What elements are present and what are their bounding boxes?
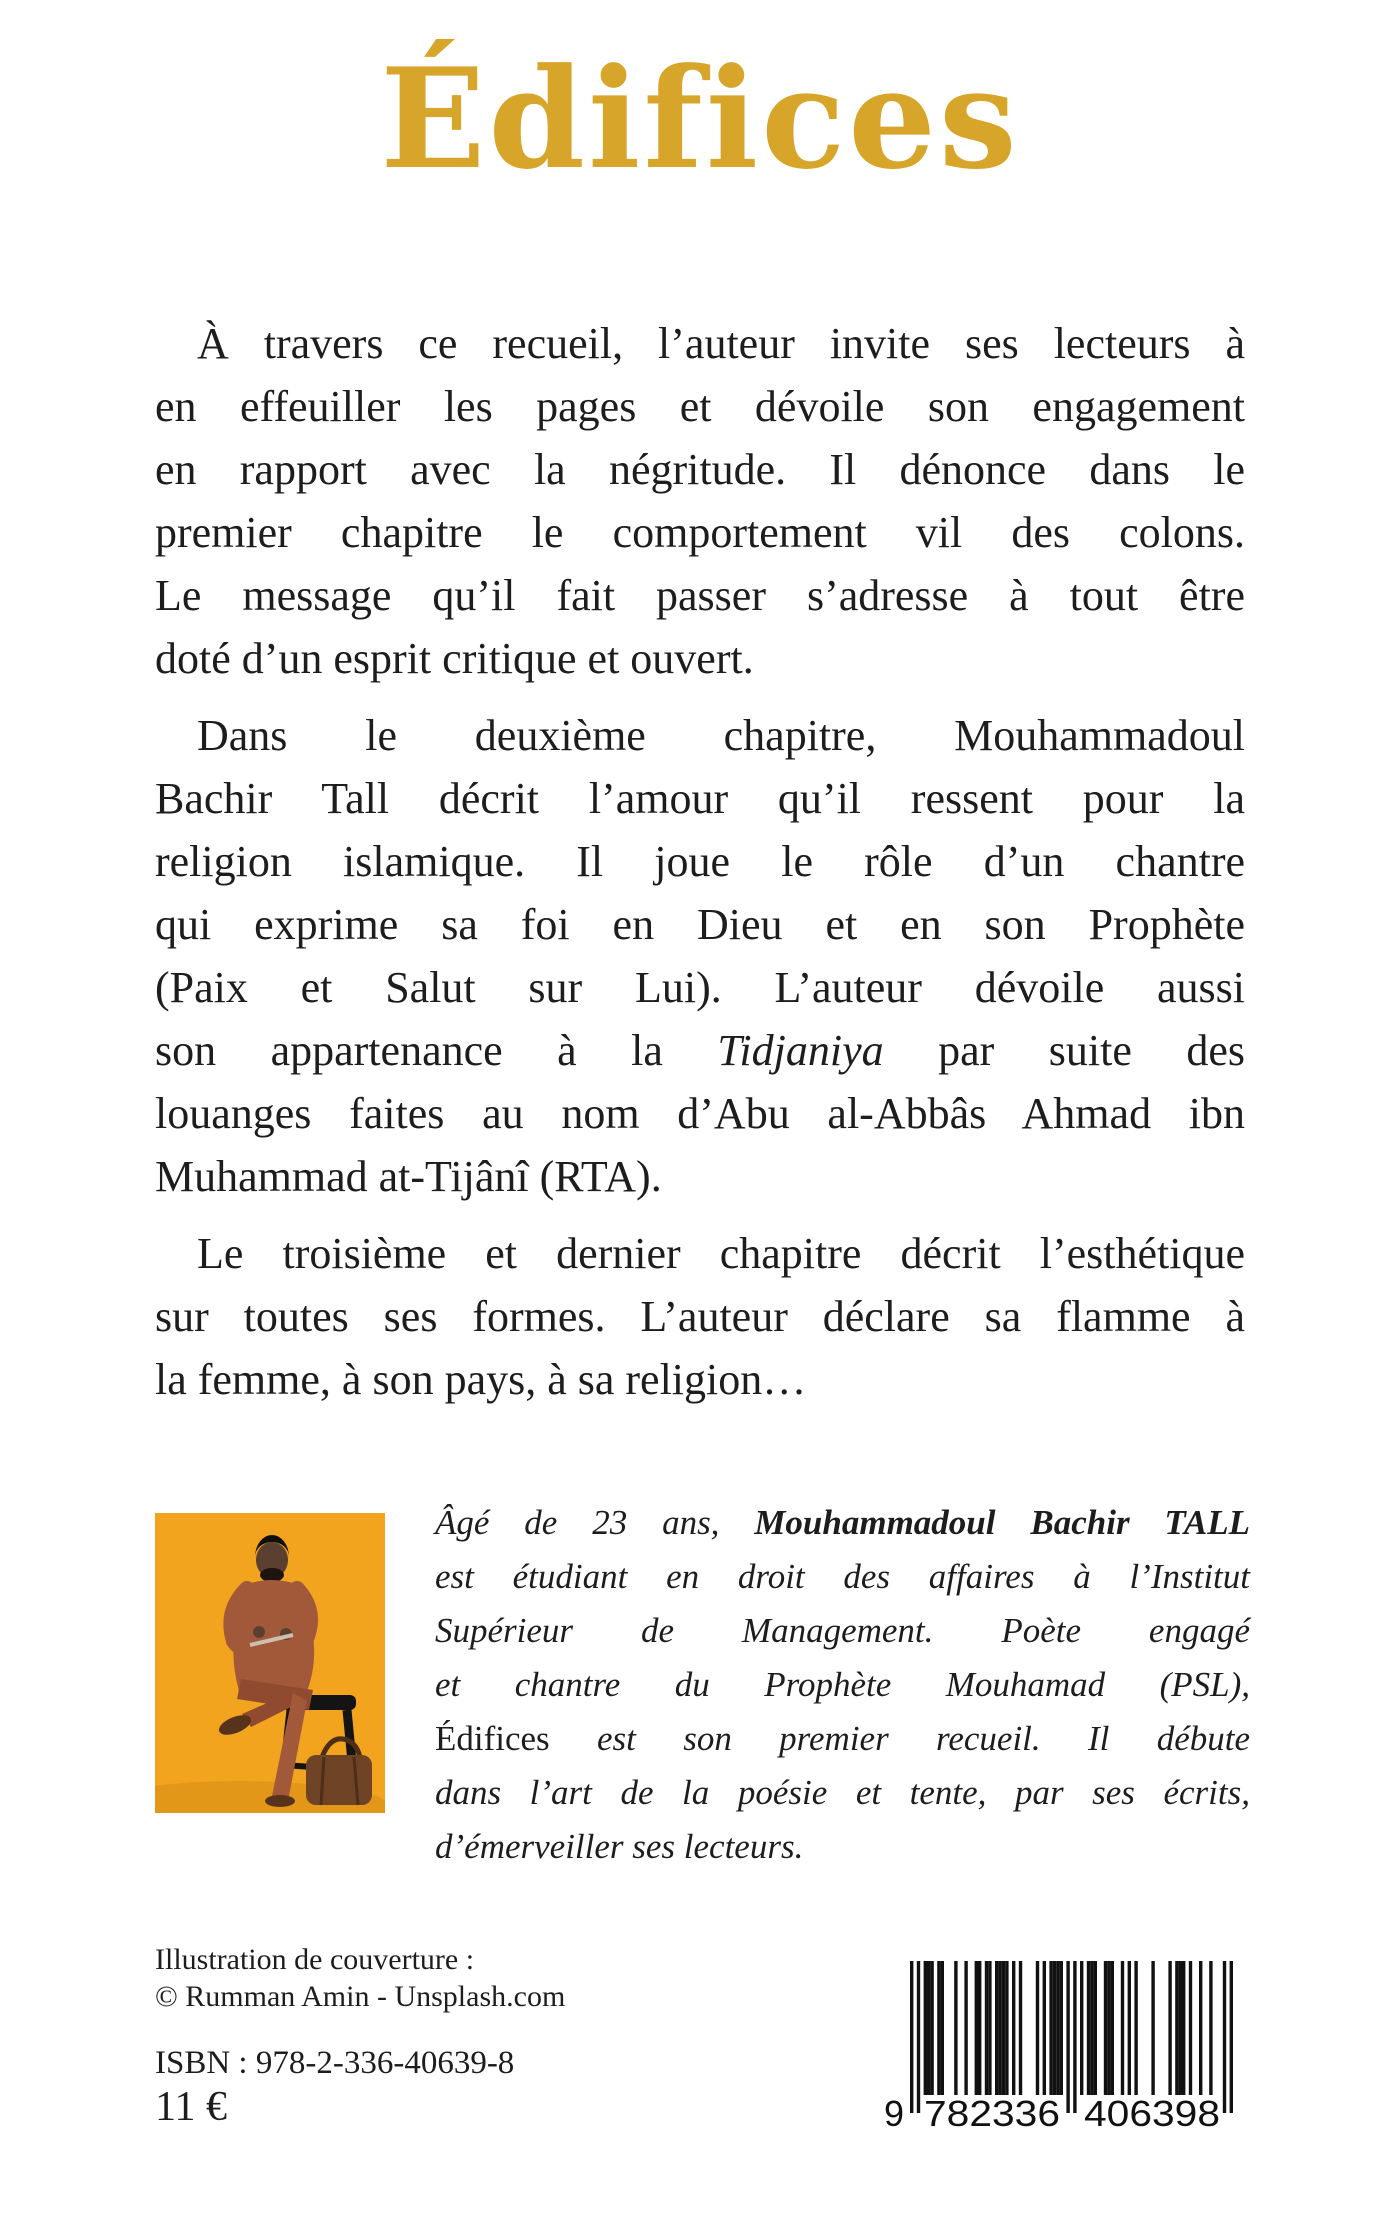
text-segment: en effeuiller les pages et dévoile son engagement [155, 382, 1245, 431]
text-segment: doté d’un esprit critique et ouvert. [155, 634, 754, 683]
author-photo [155, 1513, 385, 1813]
text-segment: Mouhammadoul Bachir TALL [754, 1503, 1250, 1542]
text-line [155, 1222, 1245, 1285]
text-line [155, 501, 1245, 564]
text-segment: la femme, à son pays, à sa religion… [155, 1355, 807, 1404]
text-segment: sur toutes ses formes. L’auteur déclare sa flamme à [155, 1292, 1245, 1341]
text-line [435, 1496, 1250, 1550]
paragraph [155, 312, 1245, 690]
text-line [155, 893, 1245, 956]
barcode-digits: 406398 [1084, 2093, 1220, 2130]
text-segment: dans l’art de la poésie et tente, par ses écrits, [435, 1773, 1250, 1812]
ean-13-barcode [880, 1958, 1242, 2130]
text-segment: religion islamique. Il joue le rôle d’un chantre [155, 837, 1245, 886]
text-line [155, 1348, 1245, 1411]
text-line [155, 767, 1245, 830]
text-line [435, 1712, 1250, 1766]
text-line [155, 1285, 1245, 1348]
cover-credit [155, 1941, 565, 2015]
text-segment: est son premier recueil. Il débute [549, 1719, 1250, 1758]
text-segment: Dans le deuxième chapitre, Mouhammadoul [197, 711, 1245, 760]
text-segment: Le message qu’il fait passer s’adresse à tout être [155, 571, 1245, 620]
text-segment: Âgé de 23 ans, [435, 1503, 755, 1542]
text-line [155, 375, 1245, 438]
text-segment: louanges faites au nom d’Abu al-Abbâs Ahmad ibn [155, 1089, 1245, 1138]
text-line [155, 438, 1245, 501]
paragraph [435, 1496, 1250, 1874]
text-line [435, 1550, 1250, 1604]
text-segment: par suite des [883, 1026, 1245, 1075]
barcode-digits: 9 [883, 2093, 904, 2130]
text-segment: Muhammad at-Tijânî (RTA). [155, 1152, 662, 1201]
text-segment: et chantre du Prophète Mouhamad (PSL), [435, 1665, 1250, 1704]
text-segment: Bachir Tall décrit l’amour qu’il ressent pour la [155, 774, 1245, 823]
text-segment: Le troisième et dernier chapitre décrit l’esthétique [197, 1229, 1245, 1278]
barcode-digits: 782336 [924, 2093, 1060, 2130]
text-line [155, 956, 1245, 1019]
cover-credit-line2: © Rumman Amin - Unsplash.com [155, 1980, 566, 2013]
author-bio [435, 1496, 1250, 1874]
text-line [155, 1019, 1245, 1082]
text-segment: est étudiant en droit des affaires à l’Institut [435, 1557, 1250, 1596]
cover-credit-line1: Illustration de couverture : [155, 1943, 475, 1976]
text-segment: À travers ce recueil, l’auteur invite ses lecteurs à [197, 319, 1245, 368]
text-line [435, 1766, 1250, 1820]
text-line [155, 704, 1245, 767]
text-line [155, 1145, 1245, 1208]
text-line [155, 312, 1245, 375]
text-segment: en rapport avec la négritude. Il dénonce dans le [155, 445, 1245, 494]
isbn: ISBN : 978-2-336-40639-8 [155, 2045, 515, 2081]
text-line [155, 564, 1245, 627]
text-segment: Supérieur de Management. Poète engagé [435, 1611, 1250, 1650]
text-segment: qui exprime sa foi en Dieu et en son Prophète [155, 900, 1245, 949]
price: 11 € [155, 2084, 227, 2130]
book-title: Édifices [380, 37, 1020, 200]
barcode-svg [880, 1958, 1242, 2130]
text-line [435, 1604, 1250, 1658]
paragraph [155, 704, 1245, 1208]
text-line [155, 1082, 1245, 1145]
text-line [155, 830, 1245, 893]
text-segment: (Paix et Salut sur Lui). L’auteur dévoile aussi [155, 963, 1245, 1012]
text-segment: Édifices [435, 1719, 550, 1758]
text-line [155, 627, 1245, 690]
text-segment: d’émerveiller ses lecteurs. [435, 1827, 804, 1866]
text-line [435, 1658, 1250, 1712]
paragraph [155, 1222, 1245, 1411]
text-segment: son appartenance à la [155, 1026, 718, 1075]
synopsis [155, 312, 1245, 1411]
text-segment: premier chapitre le comportement vil des colons. [155, 508, 1245, 557]
text-segment: Tidjaniya [717, 1026, 884, 1075]
text-line [435, 1820, 1250, 1874]
